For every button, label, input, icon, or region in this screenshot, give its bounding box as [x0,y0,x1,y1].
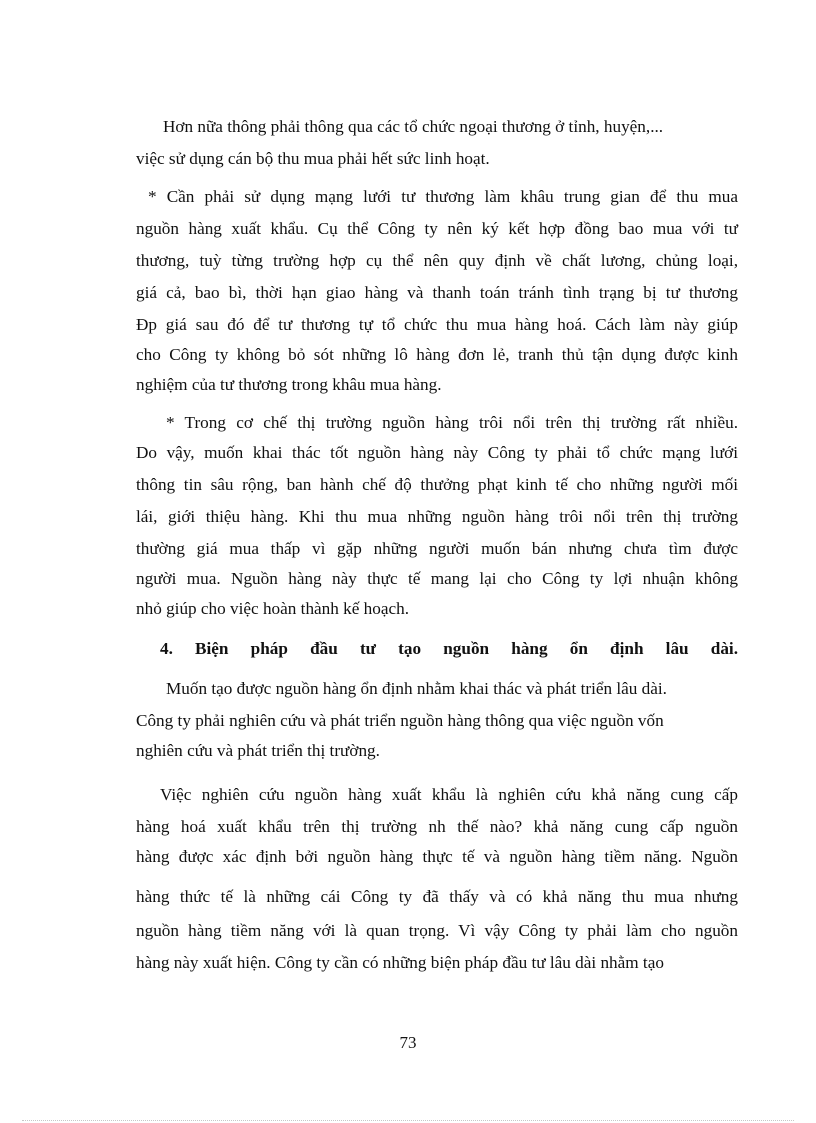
paragraph-3-line-6: người mua. Nguồn hàng này thực tế mang lại cho Công ty lợi nhuận không [136,569,738,588]
paragraph-3-line-2: Do vậy, muốn khai thác tốt nguồn hàng này Công ty phải tổ chức mạng lưới [136,443,738,462]
paragraph-2-line-5: Đp giá sau đó để tư thương tự tổ chức thu mua hàng hoá. Cách làm này giúp [136,315,738,334]
page-bottom-divider [22,1120,794,1121]
paragraph-3-line-5: thường giá mua thấp vì gặp những người muốn bán nhưng chưa tìm được [136,539,738,558]
paragraph-3-line-4: lái, giới thiệu hàng. Khi thu mua những nguồn hàng trôi nổi trên thị trường [136,507,738,526]
page-number: 73 [399,1033,417,1052]
paragraph-2-line-2: nguồn hàng xuất khẩu. Cụ thể Công ty nên ký kết hợp đồng bao mua với tư [136,219,738,238]
paragraph-2-line-4: giá cả, bao bì, thời hạn giao hàng và thanh toán tránh tình trạng bị tư thương [136,283,738,302]
paragraph-1-line-1: Hơn nữa thông phải thông qua các tổ chức ngoại thương ở tỉnh, huyện,... [163,117,664,136]
paragraph-5-line-4: hàng thức tế là những cái Công ty đã thấy và có khả năng thu mua nhưng [136,887,738,906]
paragraph-2-line-1: * Cần phải sử dụng mạng lưới tư thương làm khâu trung gian để thu mua [148,187,738,206]
paragraph-5-line-6: hàng này xuất hiện. Công ty cần có những biện pháp đầu tư lâu dài nhằm tạo [136,953,664,972]
paragraph-3-line-7: nhỏ giúp cho việc hoàn thành kế hoạch. [136,599,410,618]
section-heading: 4. Biện pháp đầu tư tạo nguồn hàng ổn định lâu dài. [160,639,738,658]
paragraph-5-line-3: hàng được xác định bởi nguồn hàng thực tế và nguồn hàng tiềm năng. Nguồn [136,847,738,866]
paragraph-5-line-5: nguồn hàng tiềm năng với là quan trọng. Vì vậy Công ty phải làm cho nguồn [136,921,738,940]
paragraph-5-line-2: hàng hoá xuất khẩu trên thị trường nh thế nào? khả năng cung cấp nguồn [136,817,738,836]
paragraph-4-line-3: nghiên cứu và phát triển thị trường. [136,741,380,760]
paragraph-3-line-1: * Trong cơ chế thị trường nguồn hàng trôi nổi trên thị trường rất nhiều. [166,413,738,432]
paragraph-4-line-1: Muốn tạo được nguồn hàng ổn định nhằm khai thác và phát triển lâu dài. [166,679,667,698]
paragraph-2-line-6: cho Công ty không bỏ sót những lô hàng đơn lẻ, tranh thủ tận dụng được kinh [136,345,738,364]
paragraph-1-line-2: việc sử dụng cán bộ thu mua phải hết sức linh hoạt. [136,149,490,168]
paragraph-2-line-3: thương, tuỳ từng trường hợp cụ thể nên quy định về chất lương, chủng loại, [136,251,738,270]
paragraph-4-line-2: Công ty phải nghiên cứu và phát triển nguồn hàng thông qua việc nguồn vốn [136,711,664,730]
paragraph-2-line-7: nghiệm của tư thương trong khâu mua hàng. [136,375,442,394]
paragraph-3-line-3: thông tin sâu rộng, ban hành chế độ thưởng phạt kinh tế cho những người mối [136,475,738,494]
paragraph-5-line-1: Việc nghiên cứu nguồn hàng xuất khẩu là nghiên cứu khả năng cung cấp [160,785,738,804]
